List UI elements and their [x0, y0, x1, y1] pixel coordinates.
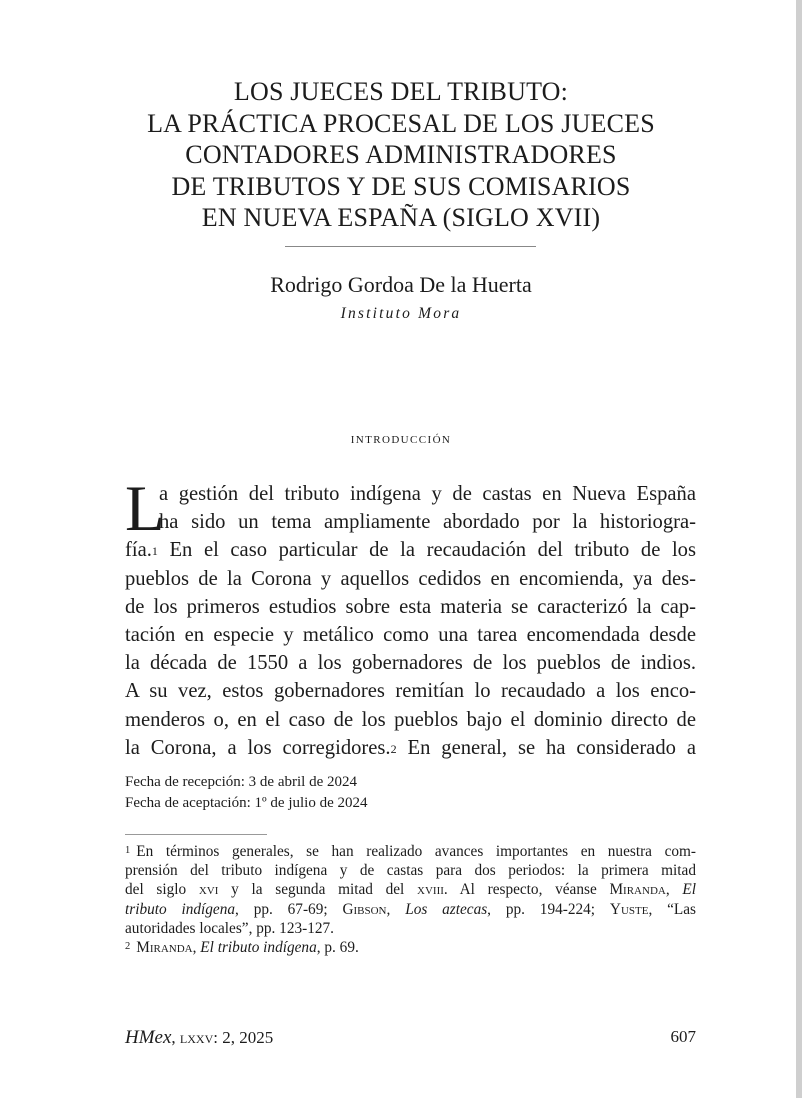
- author-name: Rodrigo Gordoa De la Huerta: [270, 272, 532, 297]
- submission-dates: [125, 772, 367, 814]
- title-line: LA PRÁCTICA PROCESAL DE LOS JUECES: [147, 108, 655, 138]
- cited-title: El: [682, 881, 696, 899]
- body-line: pueblos de la Corona y aquellos cedidos en encomienda, ya des-: [125, 567, 696, 590]
- footnote-1-line: autoridades locales”, pp. 123-127.: [125, 919, 334, 937]
- body-line: a gestión del tributo indígena y de castas en Nueva España: [159, 483, 696, 505]
- section-heading: [60, 430, 742, 448]
- footnote-text: , p. 69.: [316, 938, 359, 956]
- section-heading-text: introducción: [350, 430, 452, 447]
- footnote-number: 2: [125, 940, 131, 952]
- body-line: de los primeros estudios sobre esta materia se caracterizó la cap-: [125, 595, 696, 618]
- journal-citation: [125, 1027, 273, 1049]
- cited-title: El tributo indígena: [200, 938, 317, 956]
- body-text-run: En general, se ha considerado a: [396, 736, 696, 759]
- body-text-run: fía.: [125, 539, 152, 562]
- footnote-text: y la segunda mitad del: [218, 881, 418, 899]
- cited-author: Yuste: [609, 900, 649, 918]
- footnote-1-line: [125, 900, 696, 919]
- footnote-ref-1[interactable]: 1: [151, 544, 158, 559]
- footnote-text: ,: [386, 900, 406, 918]
- page-number: 607: [670, 1027, 696, 1046]
- footnote-1-line: [125, 880, 696, 899]
- footnote-1-line: [125, 842, 696, 861]
- page-edge: [796, 0, 802, 1098]
- journal-volume: , lxxv: 2, 2025: [171, 1028, 274, 1047]
- footnote-text: . Al respecto, véanse: [443, 881, 610, 899]
- cited-title: tributo indígena: [125, 900, 236, 918]
- century-numeral: xviii: [417, 881, 444, 899]
- footnote-ref-2[interactable]: 2: [390, 741, 397, 756]
- body-line: menderos o, en el caso de los pueblos bajo el dominio directo de: [125, 708, 696, 731]
- body-line: tación en especie y metálico como una tarea encomendada desde: [125, 623, 696, 646]
- body-line: [125, 734, 696, 762]
- footnote-text: , “Las: [648, 900, 696, 918]
- title-line: LOS JUECES DEL TRIBUTO:: [233, 77, 569, 106]
- cited-author: Miranda: [609, 881, 666, 899]
- footnote-text: En términos generales, se han realizado avances importantes en nuestra com-: [136, 843, 696, 860]
- author-affiliation: Instituto Mora: [340, 305, 462, 322]
- body-line: [125, 536, 696, 564]
- cited-author: Gibson: [342, 900, 387, 918]
- article-title: [60, 76, 742, 234]
- footnote-number: 1: [125, 845, 131, 856]
- title-line: CONTADORES ADMINISTRADORES: [185, 140, 617, 169]
- body-text: [125, 473, 696, 762]
- footnote-text: ,: [192, 938, 201, 956]
- footnote-divider: [125, 834, 267, 835]
- body-line: la década de 1550 a los gobernadores de los pueblos de indios.: [125, 652, 696, 675]
- journal-name: HMex: [125, 1027, 172, 1048]
- title-line: EN NUEVA ESPAÑA (SIGLO XVII): [201, 203, 601, 232]
- body-text-run: En el caso particular de la recaudación del tributo de los: [157, 539, 696, 562]
- body-line: ha sido un tema ampliamente abordado por la historiogra-: [159, 511, 696, 534]
- received-date: Fecha de recepción: 3 de abril de 2024: [125, 774, 357, 790]
- footnote-text: , pp. 67-69;: [235, 900, 343, 918]
- century-numeral: xvi: [198, 881, 219, 899]
- body-text-run: la Corona, a los corregidores.: [125, 736, 391, 759]
- title-divider: [285, 246, 536, 247]
- footnote-text: ,: [665, 881, 683, 899]
- body-line: A su vez, estos gobernadores remitían lo recaudado a los enco-: [125, 680, 696, 703]
- footnote-1-line: prensión del tributo indígena y de castas para dos periodos: la primera mitad: [125, 862, 696, 880]
- drop-cap: L: [125, 473, 165, 545]
- cited-title: Los aztecas: [405, 900, 488, 918]
- footnotes: [125, 842, 696, 957]
- accepted-date: Fecha de aceptación: 1º de julio de 2024: [125, 795, 368, 811]
- footnote-text: del siglo: [125, 881, 199, 899]
- title-line: DE TRIBUTOS Y DE SUS COMISARIOS: [171, 171, 631, 201]
- footnote-text: , pp. 194-224;: [487, 900, 610, 918]
- cited-author: Miranda: [136, 938, 193, 956]
- footnote-2-line: [125, 938, 696, 957]
